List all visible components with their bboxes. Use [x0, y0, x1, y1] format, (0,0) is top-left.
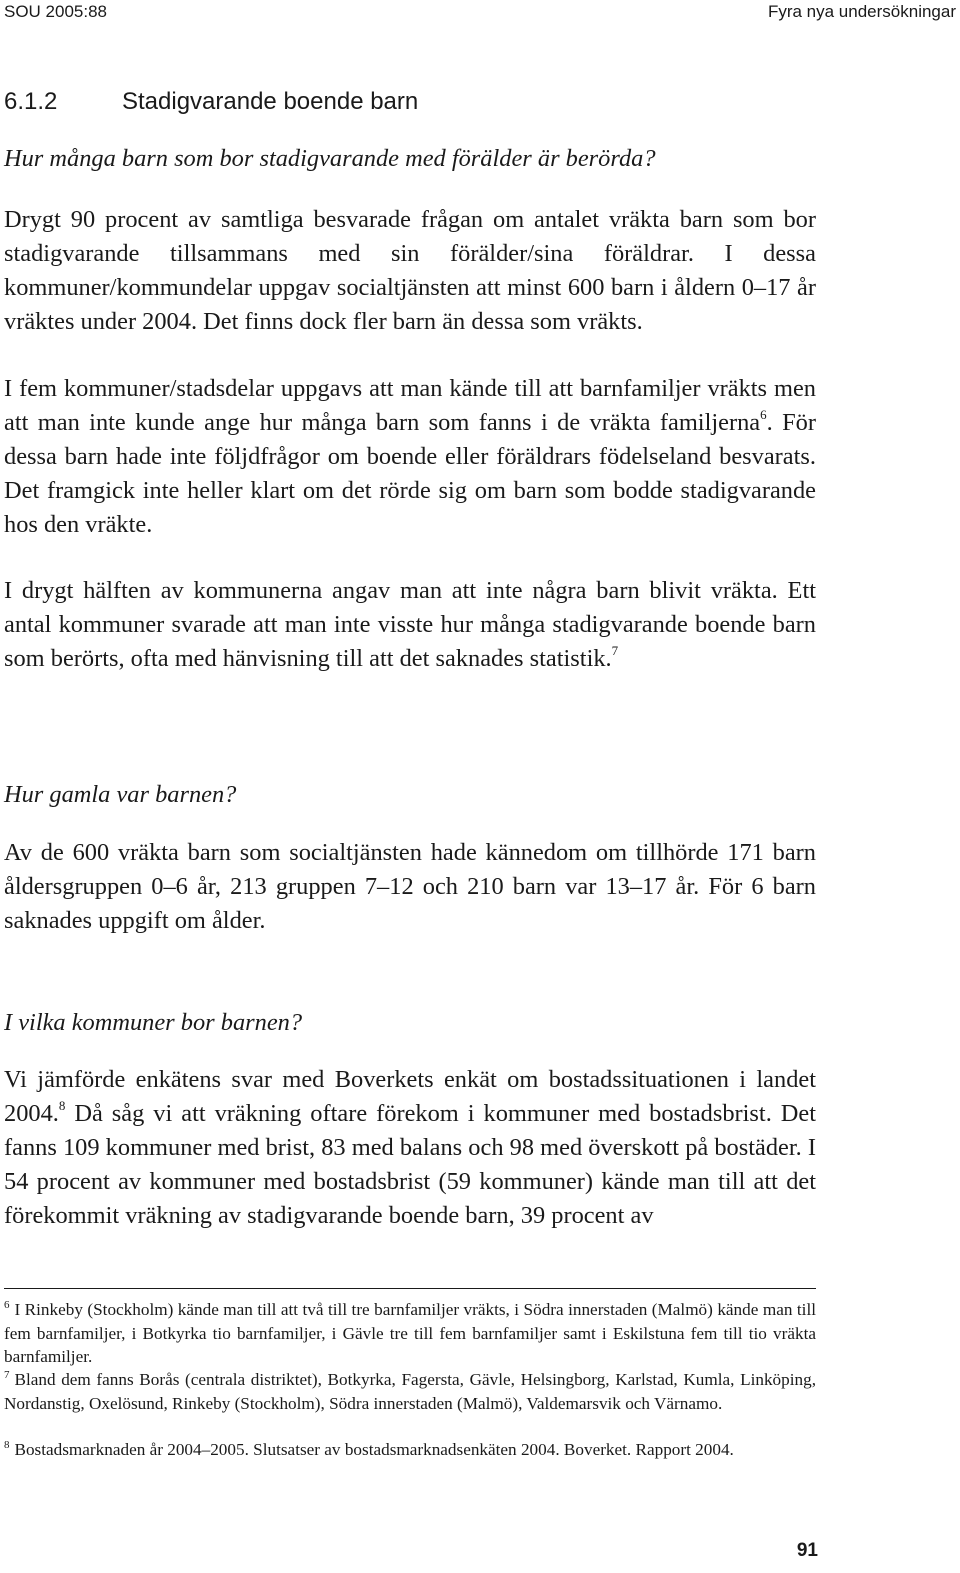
footnote-6-number: 6 — [4, 1299, 10, 1311]
footnote-8-text: Bostadsmarknaden år 2004–2005. Slutsatser av bostadsmarknadsenkäten 2004. Boverket. Rapport 2004. — [14, 1440, 734, 1459]
running-header-chapter-title: Fyra nya undersökningar — [767, 2, 956, 21]
running-header-report-id: SOU 2005:88 — [4, 2, 108, 21]
subheading-children-affected: Hur många barn som bor stadigvarande med förälder är berörda? — [4, 145, 656, 172]
footnote-6 — [4, 1298, 816, 1369]
section-heading — [4, 86, 418, 118]
footnote-divider — [4, 1288, 816, 1289]
subheading-children-ages: Hur gamla var barnen? — [4, 781, 237, 808]
paragraph-unknown-count — [4, 372, 816, 542]
footnote-7 — [4, 1368, 816, 1415]
footnote-7-text: Bland dem fanns Borås (centrala distriktet), Botkyrka, Fagersta, Gävle, Helsingborg, Karlstad, Kumla, Linköping, Nordanstig, Oxelösund, Rinkeby (Stockholm), Södra innerstaden (Malmö), Valdemarsvik och Värnamo. — [4, 1370, 816, 1413]
footnote-8 — [4, 1438, 816, 1462]
paragraph-no-children — [4, 574, 816, 676]
section-number: 6.1.2 — [4, 88, 58, 115]
paragraph-housing-shortage-text-a: Vi jämförde enkätens svar med Boverkets enkät om bostadssituationen i landet 2004. — [4, 1066, 816, 1127]
paragraph-housing-shortage — [4, 1063, 816, 1233]
paragraph-children-count: Drygt 90 procent av samtliga besvarade frågan om antalet vräkta barn som bor stadigvarande tillsammans med sin förälder/sina föräldrar. I dessa kommuner/kommundelar uppgav socialtjänsten att minst 600 barn i åldern 0–17 år vräktes under 2004. Det finns dock fler barn än dessa som vräkts. — [4, 206, 816, 335]
paragraph-age-groups: Av de 600 vräkta barn som socialtjänsten hade kännedom om tillhörde 171 barn åldersgruppen 0–6 år, 213 gruppen 7–12 och 210 barn var 13–17 år. För 6 barn saknades uppgift om ålder. — [4, 839, 816, 934]
paragraph-no-children-text: I drygt hälften av kommunerna angav man att inte några barn blivit vräkta. Ett antal kommuner svarade att man inte visste hur många stadigvarande boende barn som berörts, ofta med hänvisning till att det saknades statistik. — [4, 577, 816, 672]
section-title: Stadigvarande boende barn — [122, 88, 419, 115]
footnote-ref-8: 8 — [58, 1098, 66, 1113]
paragraph-unknown-count-text-a: I fem kommuner/stadsdelar uppgavs att man kände till att barnfamiljer vräkts men att man inte kunde ange hur många barn som fanns i de vräkta familjerna — [4, 375, 816, 436]
paragraph-unknown-count-text-b: . För dessa barn hade inte följdfrågor om boende eller föräldrars födelseland besvarats. Det framgick inte heller klart om det rörde sig om barn som bodde stadigvarande hos den vräkte. — [4, 409, 816, 538]
subheading-municipalities: I vilka kommuner bor barnen? — [4, 1009, 303, 1036]
footnote-7-number: 7 — [4, 1369, 10, 1381]
footnote-6-text: I Rinkeby (Stockholm) kände man till att två till tre barnfamiljer vräkts, i Södra innerstaden (Malmö) kände man till fem barnfamiljer, i Botkyrka tio barnfamiljer, i Gävle tre till fem barnfamiljer samt i Eskilstuna fem till tio vräkta barnfamiljer. — [4, 1300, 816, 1366]
footnote-ref-7: 7 — [611, 643, 619, 658]
footnote-8-number: 8 — [4, 1439, 10, 1451]
footnote-ref-6: 6 — [760, 407, 767, 422]
page-number: 91 — [796, 1540, 818, 1561]
paragraph-housing-shortage-text-b: Då såg vi att vräkning oftare förekom i kommuner med bostadsbrist. Det fanns 109 kommuner med brist, 83 med balans och 98 med överskott på bostäder. I 54 procent av kommuner med bostadsbrist (59 kommuner) kände man till att det förekommit vräkning av stadigvarande boende barn, 39 procent av — [4, 1100, 816, 1229]
